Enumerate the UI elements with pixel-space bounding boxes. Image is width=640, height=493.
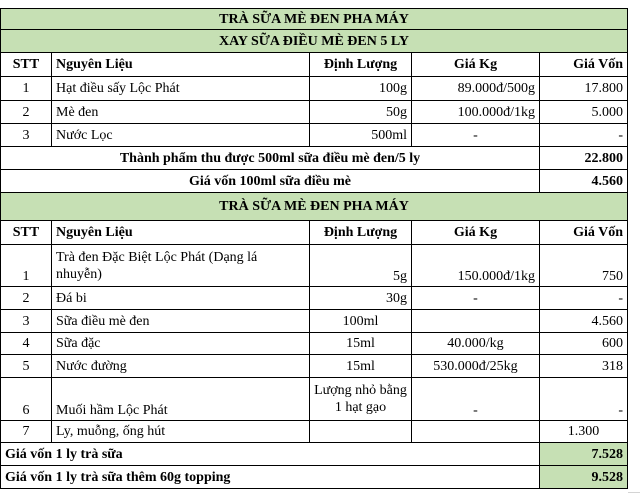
cell-ingredient[interactable]: Sữa điều mè đen: [52, 310, 310, 333]
summary-label[interactable]: Thành phẩm thu được 500ml sữa điều mè đen/5 ly: [0, 147, 540, 170]
cell-cost[interactable]: 600: [540, 333, 628, 355]
section1-header-row: [0, 53, 640, 77]
summary-label[interactable]: Giá vốn 100ml sữa điều mè: [0, 170, 540, 193]
section1-summary-row: [0, 170, 640, 193]
section2-summary-row: [0, 466, 640, 489]
cell-stt[interactable]: 4: [0, 333, 52, 355]
section2-title[interactable]: TRÀ SỮA MÈ ĐEN PHA MÁY: [0, 193, 628, 221]
cell-price-kg[interactable]: [412, 310, 540, 333]
summary-value[interactable]: 4.560: [540, 170, 628, 193]
cell-price-kg[interactable]: 150.000đ/1kg: [412, 245, 540, 287]
header-cost[interactable]: Giá Vốn: [540, 221, 628, 245]
header-ingredient[interactable]: Nguyên Liệu: [52, 53, 310, 77]
cell-ingredient[interactable]: Trà đen Đặc Biệt Lộc Phát (Dạng lá nhuyễn): [52, 245, 310, 287]
table-row: [0, 124, 640, 147]
cell-price-kg[interactable]: -: [412, 287, 540, 310]
cell-price-kg[interactable]: 89.000đ/500g: [412, 77, 540, 101]
cell-price-kg[interactable]: 100.000đ/1kg: [412, 101, 540, 124]
cell-price-kg[interactable]: 530.000đ/25kg: [412, 355, 540, 378]
cell-cost[interactable]: 1.300: [540, 421, 628, 443]
cell-quantity[interactable]: 15ml: [310, 355, 412, 378]
cell-stt[interactable]: 2: [0, 287, 52, 310]
cell-stt[interactable]: 1: [0, 77, 52, 101]
header-stt[interactable]: STT: [0, 221, 52, 245]
section2-summary-row: [0, 443, 640, 466]
table-row: [0, 378, 640, 421]
cell-quantity[interactable]: 30g: [310, 287, 412, 310]
cell-quantity[interactable]: 100ml: [310, 310, 412, 333]
cell-ingredient[interactable]: Ly, muỗng, ống hút: [52, 421, 310, 443]
cell-stt[interactable]: 6: [0, 378, 52, 421]
cell-stt[interactable]: 3: [0, 124, 52, 147]
section1-summary-row: [0, 147, 640, 170]
cell-cost[interactable]: -: [540, 378, 628, 421]
table-row: [0, 310, 640, 333]
gridline-column: [628, 0, 640, 493]
table-row: [0, 77, 640, 101]
section2-header-row: [0, 221, 640, 245]
summary-value[interactable]: 9.528: [540, 466, 628, 489]
cell-stt[interactable]: 7: [0, 421, 52, 443]
section1-title-row: [0, 8, 640, 30]
cell-price-kg[interactable]: [412, 421, 540, 443]
cell-price-kg[interactable]: -: [412, 124, 540, 147]
table-row: [0, 101, 640, 124]
section2-title-row: [0, 193, 640, 221]
cell-stt[interactable]: 2: [0, 101, 52, 124]
cell-cost[interactable]: -: [540, 124, 628, 147]
cell-quantity[interactable]: 50g: [310, 101, 412, 124]
cell-cost[interactable]: 17.800: [540, 77, 628, 101]
cell-ingredient[interactable]: Hạt điều sấy Lộc Phát: [52, 77, 310, 101]
section1-title[interactable]: TRÀ SỮA MÈ ĐEN PHA MÁY: [0, 8, 628, 30]
header-price-kg[interactable]: Giá Kg: [412, 53, 540, 77]
cell-cost[interactable]: 5.000: [540, 101, 628, 124]
cell-ingredient[interactable]: Mè đen: [52, 101, 310, 124]
summary-label[interactable]: Giá vốn 1 ly trà sữa thêm 60g topping: [0, 466, 540, 489]
section1-subtitle[interactable]: XAY SỮA ĐIỀU MÈ ĐEN 5 LY: [0, 30, 628, 53]
header-quantity[interactable]: Định Lượng: [310, 53, 412, 77]
table-row: [0, 355, 640, 378]
table-row: [0, 287, 640, 310]
cell-ingredient[interactable]: Sữa đặc: [52, 333, 310, 355]
cell-stt[interactable]: 3: [0, 310, 52, 333]
cell-stt[interactable]: 5: [0, 355, 52, 378]
cell-cost[interactable]: 318: [540, 355, 628, 378]
summary-value[interactable]: 7.528: [540, 443, 628, 466]
header-quantity[interactable]: Định Lượng: [310, 221, 412, 245]
table-row: [0, 421, 640, 443]
cell-cost[interactable]: 4.560: [540, 310, 628, 333]
cell-quantity[interactable]: [310, 421, 412, 443]
header-price-kg[interactable]: Giá Kg: [412, 221, 540, 245]
table-row: [0, 333, 640, 355]
summary-label[interactable]: Giá vốn 1 ly trà sữa: [0, 443, 540, 466]
cell-quantity[interactable]: 100g: [310, 77, 412, 101]
cell-ingredient[interactable]: Đá bi: [52, 287, 310, 310]
cell-quantity[interactable]: 15ml: [310, 333, 412, 355]
summary-value[interactable]: 22.800: [540, 147, 628, 170]
header-cost[interactable]: Giá Vốn: [540, 53, 628, 77]
cell-price-kg[interactable]: -: [412, 378, 540, 421]
cell-ingredient[interactable]: Nước đường: [52, 355, 310, 378]
section1-subtitle-row: [0, 30, 640, 53]
cell-quantity[interactable]: 500ml: [310, 124, 412, 147]
header-ingredient[interactable]: Nguyên Liệu: [52, 221, 310, 245]
cell-price-kg[interactable]: 40.000/kg: [412, 333, 540, 355]
header-stt[interactable]: STT: [0, 53, 52, 77]
cell-cost[interactable]: 750: [540, 245, 628, 287]
cell-ingredient[interactable]: Nước Lọc: [52, 124, 310, 147]
table-row: [0, 245, 640, 287]
cell-cost[interactable]: -: [540, 287, 628, 310]
cell-stt[interactable]: 1: [0, 245, 52, 287]
cell-quantity[interactable]: 5g: [310, 245, 412, 287]
cell-quantity[interactable]: Lượng nhỏ bằng 1 hạt gạo: [310, 378, 412, 421]
cell-ingredient[interactable]: Muối hầm Lộc Phát: [52, 378, 310, 421]
